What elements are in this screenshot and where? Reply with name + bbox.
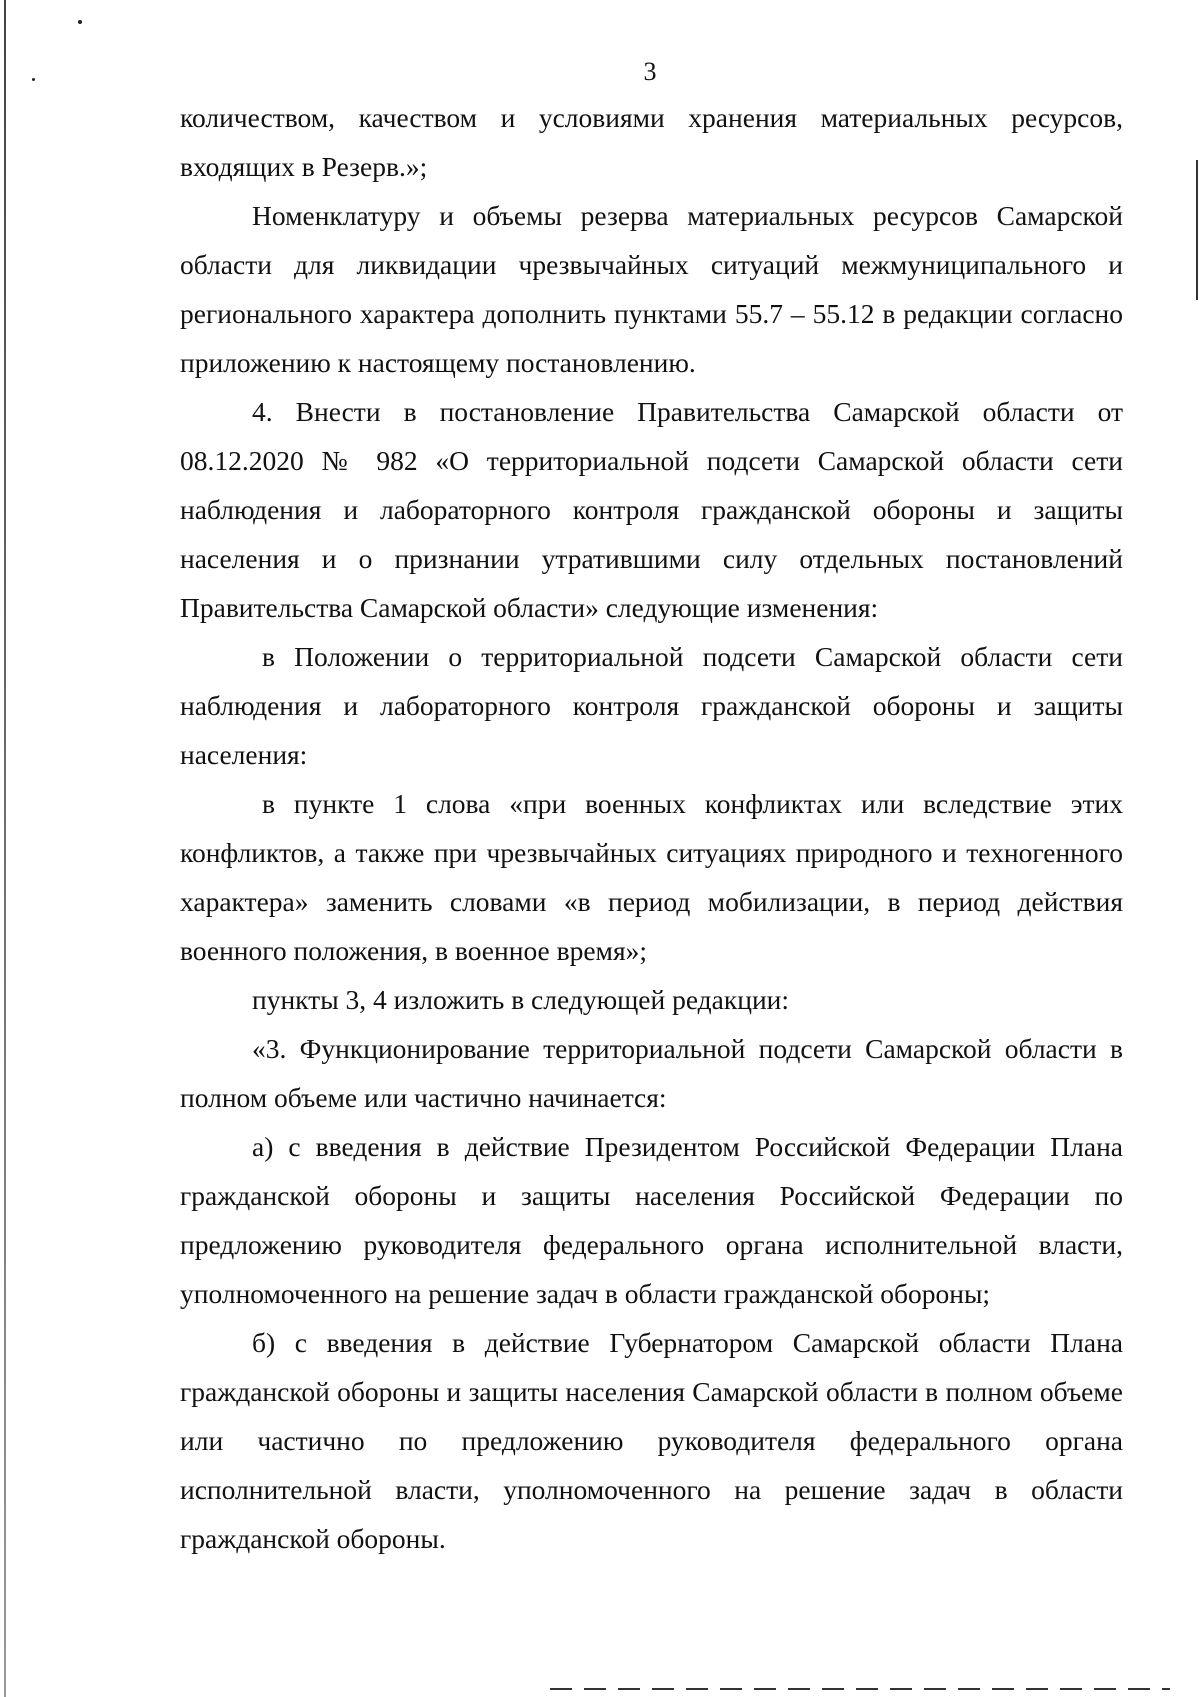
- paragraph-nomenclature: Номенклатуру и объемы резерва материальных ресурсов Самарской области для ликвидации чрезвычайных ситуаций межмуниципального и регионального характера дополнить пунктами 55.7 – 55.12 в редакции согласно приложению к настоящему постановлению.: [180, 200, 1123, 378]
- paragraph-continuation: количеством, качеством и условиями хранения материальных ресурсов, входящих в Резерв.»;: [180, 102, 1123, 182]
- paragraph-clause-1: в пункте 1 слова «при военных конфликтах или вследствие этих конфликтов, а также при чрезвычайных ситуациях природного и техногенного характера» заменить словами «в период мобилизации, в период действия военного положения, в военное время»;: [180, 788, 1123, 966]
- paragraph-regulation: в Положении о территориальной подсети Самарской области сети наблюдения и лабораторного контроля гражданской обороны и защиты населения:: [180, 641, 1123, 770]
- paragraph-item-4: 4. Внести в постановление Правительства Самарской области от 08.12.2020 № 982 «О территориальной подсети Самарской области сети наблюдения и лабораторного контроля гражданской обороны и защиты населения и о признании утратившими силу отдельных постановлений Правительства Самарской области» следующие изменения:: [180, 396, 1123, 623]
- scan-bottom-dashes: [550, 1688, 1170, 1690]
- scan-edge-left: [4, 0, 6, 1697]
- scan-speck: [78, 20, 82, 24]
- paragraph-subclause-b: б) с введения в действие Губернатором Самарской области Плана гражданской обороны и защиты населения Самарской области в полном объеме или частично по предложению руководителя федерального органа исполнительной власти, уполномоченного на решение задач в области гражданской обороны.: [180, 1327, 1123, 1554]
- document-body: [180, 93, 1123, 1563]
- paragraph-clauses-3-4: пункты 3, 4 изложить в следующей редакции:: [252, 984, 790, 1015]
- paragraph-subclause-a: а) с введения в действие Президентом Российской Федерации Плана гражданской обороны и защиты населения Российской Федерации по предложению руководителя федерального органа исполнительной власти, уполномоченного на решение задач в области гражданской обороны;: [180, 1131, 1123, 1309]
- page-number: 3: [643, 57, 657, 86]
- paragraph-clause-3: «3. Функционирование территориальной подсети Самарской области в полном объеме или частично начинается:: [180, 1033, 1123, 1113]
- scan-mark-right: [1196, 160, 1198, 300]
